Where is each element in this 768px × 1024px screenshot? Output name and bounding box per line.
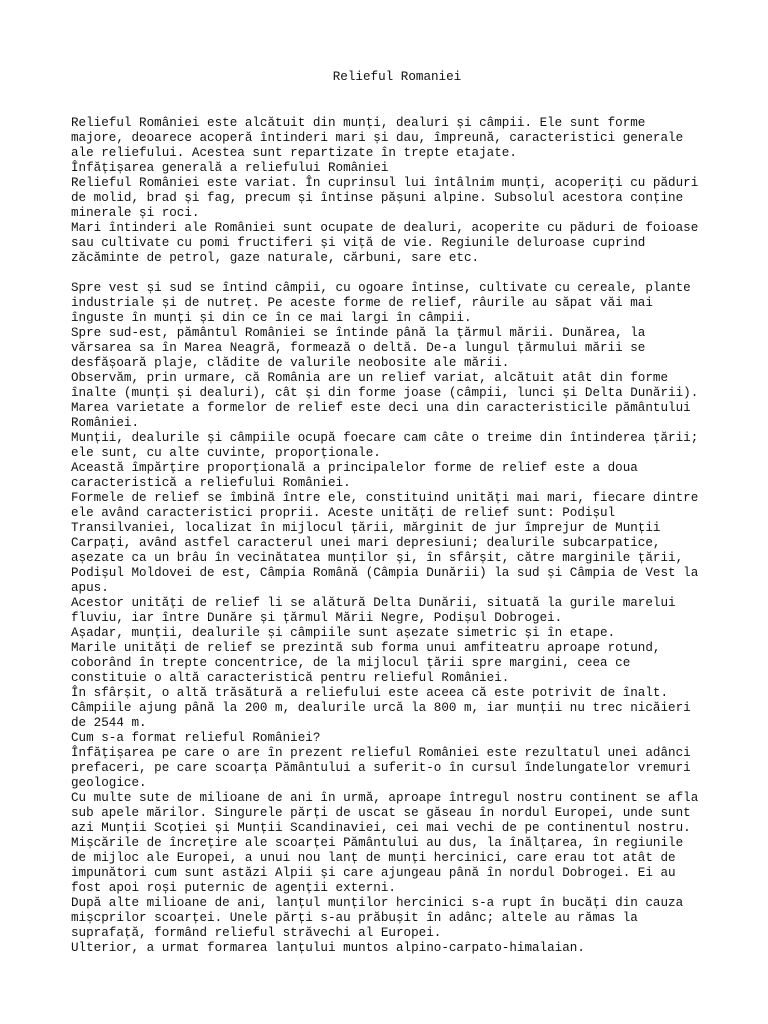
text-line: Podișul Moldovei de est, Câmpia Română (Câmpia Dunării) la sud și Câmpia de Vest la	[71, 566, 699, 580]
text-line: Cum s-a format relieful României?	[71, 731, 321, 745]
text-line: ale reliefului. Acestea sunt repartizate în trepte etajate.	[71, 146, 517, 160]
text-line: de 2544 m.	[71, 716, 147, 730]
text-line: ele sunt, cu alte cuvinte, proporționale.	[71, 446, 381, 460]
text-line: sau cultivate cu pomi fructiferi și viță de vie. Regiunile deluroase cuprind	[71, 236, 646, 250]
text-line: Acestor unități de relief li se alătură Delta Dunării, situată la gurile marelui	[71, 596, 676, 610]
text-line: ele având caracteristici proprii. Aceste unități de relief sunt: Podișul	[71, 506, 616, 520]
text-line: După alte milioane de ani, lanțul munților hercinici s-a rupt în bucăți din cauza	[71, 896, 684, 910]
text-line: Transilvaniei, localizat în mijlocul țării, mărginit de jur împrejur de Munții	[71, 521, 661, 535]
text-line: fluviu, iar între Dunăre și țărmul Mării Negre, Podișul Dobrogei.	[71, 611, 563, 625]
text-line: Această împărțire proporțională a principalelor forme de relief este a doua	[71, 461, 638, 475]
text-line: caracteristică a reliefului României.	[71, 476, 351, 490]
text-line: Așadar, munții, dealurile și câmpiile sunt așezate simetric și în etape.	[71, 626, 616, 640]
text-line: impunători cum sunt astăzi Alpii și care ajungeau până în nordul Dobrogei. Ei au	[71, 866, 676, 880]
text-line: Câmpiile ajung până la 200 m, dealurile urcă la 800 m, iar munții nu trec nicăieri	[71, 701, 691, 715]
document-title: Relieful Romaniei	[332, 70, 462, 84]
text-line: industriale și de nutreț. Pe aceste forme de relief, râurile au săpat văi mai	[71, 296, 653, 310]
text-line: Spre vest și sud se întind câmpii, cu ogoare întinse, cultivate cu cereale, plante	[71, 281, 691, 295]
text-line: de molid, brad și fag, precum și întinse pășuni alpine. Subsolul acestora conține	[71, 191, 684, 205]
text-line: Marile unități de relief se prezintă sub forma unui amfiteatru aproape rotund,	[71, 641, 661, 655]
text-line: În sfârșit, o altă trăsătură a reliefului este aceea că este potrivit de înalt.	[71, 686, 669, 700]
text-line: majore, deoarece acoperă întinderi mari și dau, împreună, caracteristici generale	[71, 131, 684, 145]
text-line: Relieful României este variat. În cuprinsul lui întâlnim munți, acoperiți cu păduri	[71, 176, 699, 190]
text-line: înalte (munți și dealuri), cât și din forme joase (câmpii, lunci și Delta Dunării).	[71, 386, 699, 400]
text-line: mișcprilor scoarței. Unele părți s-au prăbușit în adânc; altele au rămas la	[71, 911, 638, 925]
text-line: desfășoară plaje, clădite de valurile neobosite ale mării.	[71, 356, 510, 370]
text-line: Înfățișarea pe care o are în prezent relieful României este rezultatul unei adânci	[71, 746, 691, 760]
document-body	[71, 116, 701, 956]
text-line: Carpați, având astfel caracterul unei mari depresiuni; dealurile subcarpatice,	[71, 536, 661, 550]
text-line: înguste în munți și din ce în ce mai largi în câmpii.	[71, 311, 472, 325]
text-line: Marea varietate a formelor de relief este deci una din caracteristicile pământului	[71, 401, 691, 415]
text-line: Cu multe sute de milioane de ani în urmă, aproape întregul nostru continent se afla	[71, 791, 699, 805]
text-line: sub apele mărilor. Singurele părți de uscat se găseau în nordul Europei, unde sunt	[71, 806, 691, 820]
text-line: de mijloc ale Europei, a unui nou lanț de munți hercinici, care erau tot atât de	[71, 851, 676, 865]
text-line: Mari întinderi ale României sunt ocupate de dealuri, acoperite cu păduri de foioase	[71, 221, 699, 235]
text-line: coborând în trepte concentrice, de la mijlocul țării spre margini, ceea ce	[71, 656, 631, 670]
text-line: minerale și roci.	[71, 206, 200, 220]
text-line: vărsarea sa în Marea Neagră, formează o deltă. De-a lungul țărmului mării se	[71, 341, 646, 355]
text-line: zăcăminte de petrol, gaze naturale, cărbuni, sare etc.	[71, 251, 480, 265]
text-line: Formele de relief se îmbină între ele, constituind unități mai mari, fiecare dintre	[71, 491, 699, 505]
text-line: Munții, dealurile și câmpiile ocupă foecare cam câte o treime din întinderea țării;	[71, 431, 699, 445]
text-line: Observăm, prin urmare, că România are un relief variat, alcătuit atât din forme	[71, 371, 669, 385]
blank-line	[71, 266, 701, 281]
text-line: azi Munții Scoției și Munții Scandinaviei, cei mai vechi de pe continentul nostru.	[71, 821, 691, 835]
text-line: apus.	[71, 581, 109, 595]
text-line: României.	[71, 416, 140, 430]
text-line: Spre sud-est, pământul României se întinde până la țărmul mării. Dunărea, la	[71, 326, 646, 340]
text-line: prefaceri, pe care scoarța Pământului a suferit-o în cursul îndelungatelor vremuri	[71, 761, 691, 775]
text-line: Mișcările de încrețire ale scoarței Pământului au dus, la înălțarea, în regiunile	[71, 836, 684, 850]
text-line: fost apoi roși puternic de agenții externi.	[71, 881, 396, 895]
text-line: Relieful României este alcătuit din munți, dealuri și câmpii. Ele sunt forme	[71, 116, 646, 130]
text-line: geologice.	[71, 776, 147, 790]
text-line: constituie o altă caracteristică pentru relieful României.	[71, 671, 510, 685]
text-line: Înfățișarea generală a reliefului României	[71, 161, 389, 175]
text-line: suprafață, formând relieful străvechi al Europei.	[71, 926, 442, 940]
text-line: așezate ca un brâu în vecinătatea munților și, în sfârșit, către marginile țării,	[71, 551, 684, 565]
text-line: Ulterior, a urmat formarea lanțului muntos alpino-carpato-himalaian.	[71, 941, 585, 955]
